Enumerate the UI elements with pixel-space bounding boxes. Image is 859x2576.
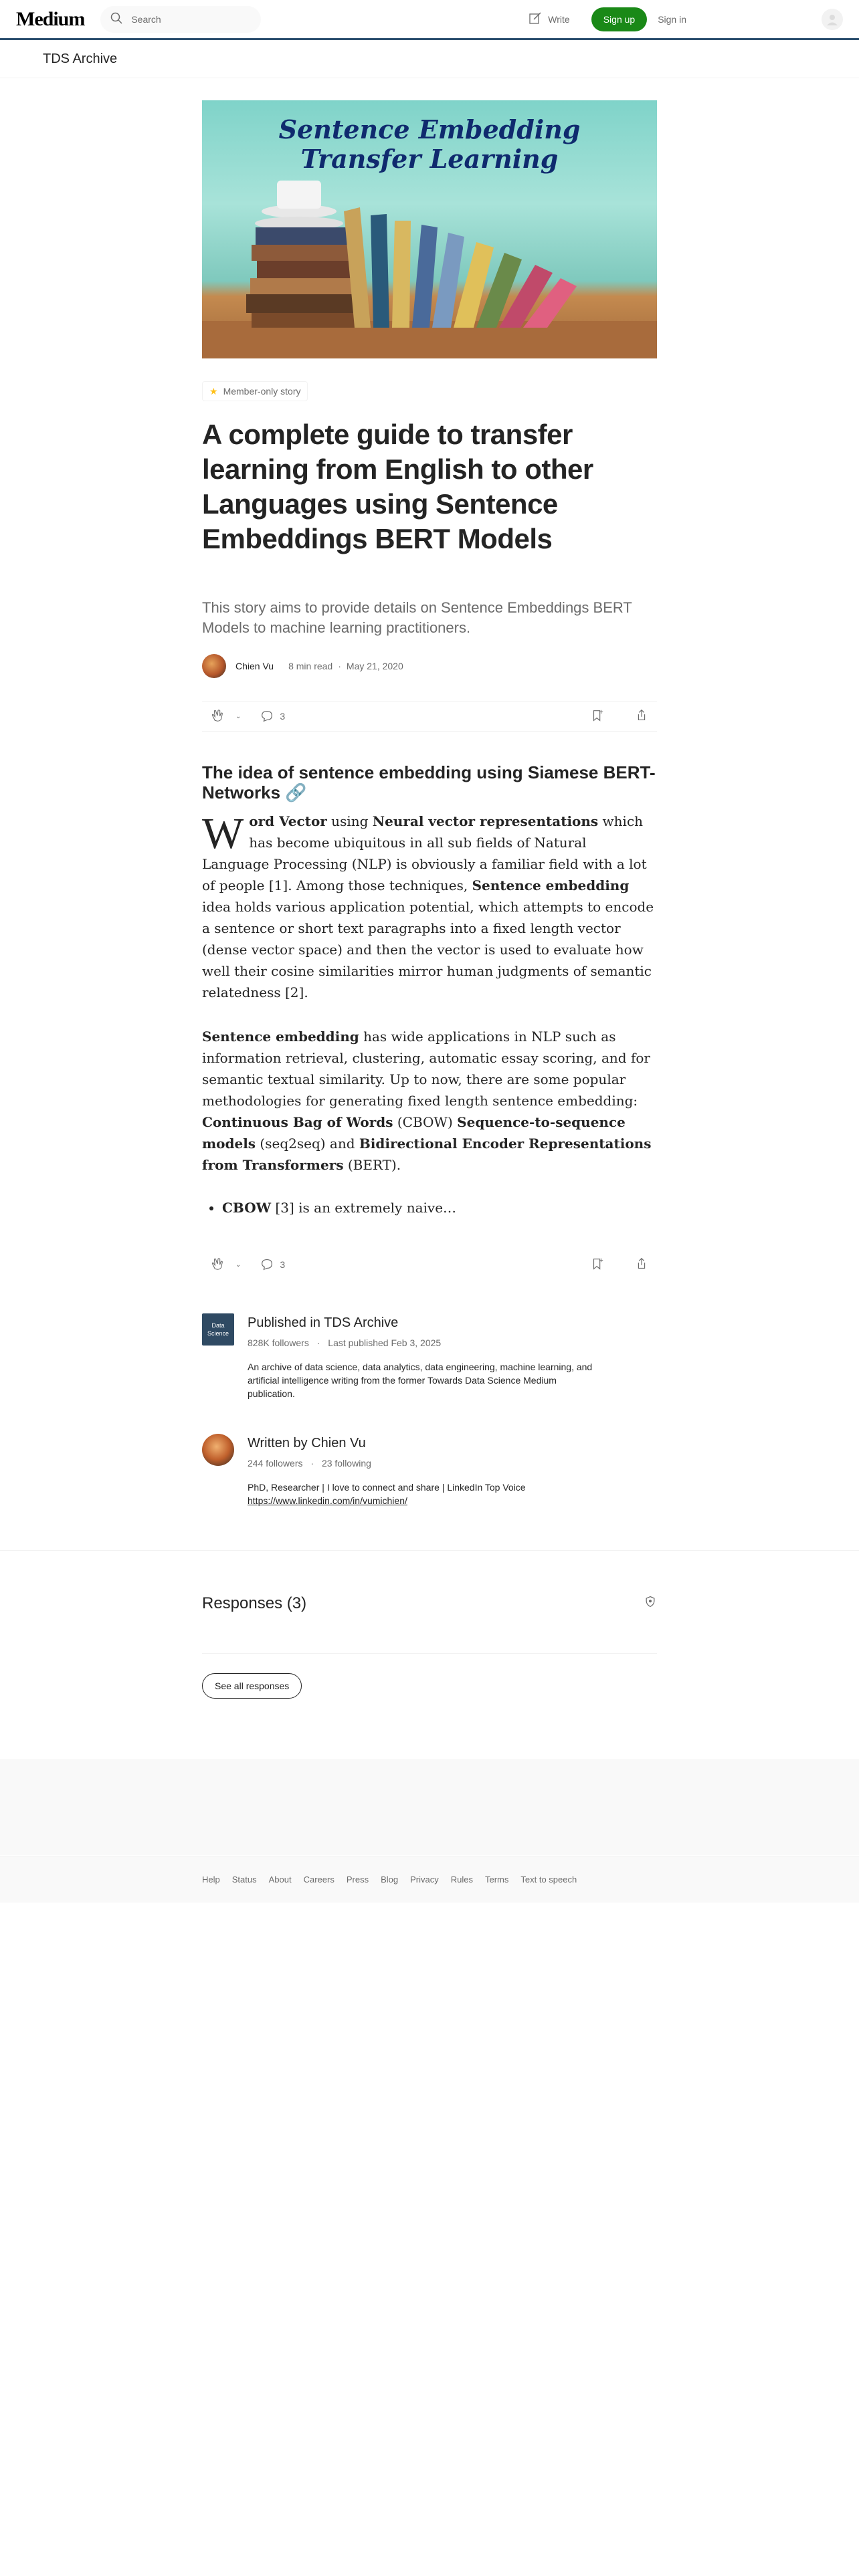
responses-title: Responses (3) xyxy=(202,1594,307,1612)
comment-icon xyxy=(260,708,274,725)
footer-link-careers[interactable]: Careers xyxy=(303,1874,335,1885)
search-placeholder: Search xyxy=(131,13,161,25)
bold-term: Sequence-to-sequence models xyxy=(202,1114,626,1152)
user-avatar-icon[interactable] xyxy=(822,9,843,30)
bold-term: Neural vector representations xyxy=(372,813,599,829)
list-item xyxy=(222,1197,657,1218)
responses-divider xyxy=(202,1653,657,1654)
footer-link-help[interactable]: Help xyxy=(202,1874,220,1885)
hero-line-1: Sentence Embedding xyxy=(278,114,581,144)
see-all-responses-button[interactable]: See all responses xyxy=(202,1673,302,1699)
separator-dot: · xyxy=(316,1337,320,1348)
section-heading: The idea of sentence embedding using Siamese BERT-Networks 🔗 xyxy=(202,762,656,802)
search-icon xyxy=(110,11,123,27)
footer-link-text-to-speech[interactable]: Text to speech xyxy=(520,1874,577,1885)
writer-card-body xyxy=(248,1434,595,1507)
read-time: 8 min read xyxy=(288,661,333,671)
footer-band xyxy=(0,1759,859,1855)
share-icon[interactable] xyxy=(634,1257,649,1273)
drop-cap: W xyxy=(202,809,244,858)
response-count: 3 xyxy=(280,711,286,722)
paragraph-2 xyxy=(202,1026,657,1176)
bold-term: ord Vector xyxy=(249,813,327,829)
publication-description: An archive of data science, data analytics, data engineering, machine learning, and artificial intelligence writing from the former Towards Data Science Medium publication. xyxy=(248,1362,593,1399)
publication-name-link[interactable]: TDS Archive xyxy=(43,51,118,66)
bookmark-add-icon[interactable] xyxy=(590,1257,605,1273)
author-avatar[interactable] xyxy=(202,654,226,678)
article-action-bar-top xyxy=(202,701,657,732)
article-subtitle: This story aims to provide details on Sentence Embeddings BERT Models to machine learning practitioners. xyxy=(202,599,632,636)
write-icon xyxy=(528,11,543,27)
star-icon: ★ xyxy=(209,385,218,397)
section-divider xyxy=(0,1550,859,1551)
paragraph-text: has wide applications in NLP such as information retrieval, clustering, automatic essay scoring, and for semantic textual similarity. Up to now, there are some popular methodologies for generating fixed length sentence embedding: xyxy=(202,1029,650,1109)
bold-term: Sentence embedding xyxy=(472,877,630,893)
bold-term: Continuous Bag of Words xyxy=(202,1114,393,1130)
writer-card-title[interactable]: Written by Chien Vu xyxy=(248,1436,366,1451)
paragraph-text: which has become ubiquitous in all sub fields of Natural Language Processing (NLP) is obviously a familiar field with a lot of people [1]. Among those techniques, xyxy=(202,813,647,893)
response-count: 3 xyxy=(280,1259,286,1270)
paragraph-1 xyxy=(202,811,657,1003)
bold-term: Bidirectional Encoder Representations from Transformers xyxy=(202,1136,652,1173)
bookmark-add-icon[interactable] xyxy=(590,708,605,725)
writer-avatar[interactable] xyxy=(202,1434,234,1466)
footer-link-blog[interactable]: Blog xyxy=(381,1874,399,1885)
paragraph-text: (BERT). xyxy=(343,1157,401,1173)
paragraph-text: (CBOW) xyxy=(393,1114,458,1130)
comment-icon xyxy=(260,1257,274,1273)
author-row xyxy=(202,653,657,679)
search-input[interactable] xyxy=(100,6,261,33)
publication-card-title[interactable]: Published in TDS Archive xyxy=(248,1315,399,1330)
medium-logo[interactable]: Medium xyxy=(16,7,85,30)
publication-followers: 828K followers xyxy=(248,1337,309,1348)
chevron-down-icon: ⌄ xyxy=(235,1261,242,1269)
responses-button[interactable] xyxy=(260,1257,285,1273)
paragraph-text: (seq2seq) and xyxy=(256,1136,359,1152)
author-name-link[interactable]: Chien Vu xyxy=(235,661,274,671)
publication-logo[interactable]: Data Science xyxy=(202,1313,234,1346)
footer-link-terms[interactable]: Terms xyxy=(484,1874,509,1885)
paragraph-text: using xyxy=(326,813,373,829)
paragraph-text: idea holds various application potential, which attempts to encode a sentence or short text paragraphs into a fixed length vector (dense vector space) and then the vector is used to evaluate how well their cosine similarities mirror human judgments of semantic relatedness [2]. xyxy=(202,899,654,1000)
footer-link-about[interactable]: About xyxy=(268,1874,292,1885)
bold-term: Sentence embedding xyxy=(202,1029,359,1045)
publication-card-meta xyxy=(248,1337,595,1348)
footer xyxy=(0,1856,859,1903)
responses-button[interactable] xyxy=(260,708,285,725)
separator-dot: · xyxy=(338,661,341,671)
books-illustration xyxy=(202,100,657,358)
write-button[interactable] xyxy=(528,11,569,27)
shield-icon[interactable] xyxy=(644,1594,657,1613)
footer-link-press[interactable]: Press xyxy=(346,1874,369,1885)
badge-label: Member-only story xyxy=(223,386,301,397)
member-only-badge xyxy=(202,381,308,401)
footer-link-status[interactable]: Status xyxy=(231,1874,257,1885)
list-item-text: [3] is an extremely naive… xyxy=(271,1200,457,1216)
signin-link[interactable]: Sign in xyxy=(658,13,686,25)
publish-date: May 21, 2020 xyxy=(346,661,403,671)
clap-button[interactable] xyxy=(210,1257,241,1273)
bold-term: CBOW xyxy=(222,1200,272,1216)
hero-image xyxy=(202,100,657,358)
writer-card-meta xyxy=(248,1458,595,1469)
clap-icon xyxy=(210,708,225,725)
share-icon[interactable] xyxy=(634,708,649,725)
top-nav xyxy=(0,0,859,38)
write-label: Write xyxy=(548,13,570,25)
action-bar-right xyxy=(590,1257,649,1273)
writer-card xyxy=(202,1434,657,1507)
writer-bio-text: PhD, Researcher | I love to connect and share | LinkedIn Top Voice xyxy=(248,1482,526,1493)
writer-bio xyxy=(248,1481,595,1507)
publication-bar xyxy=(0,40,859,78)
article-action-bar-bottom xyxy=(202,1249,657,1280)
article-title: A complete guide to transfer learning from English to other Languages using Sentence Embeddings BERT Models xyxy=(202,419,593,554)
separator-dot: · xyxy=(310,1458,314,1469)
writer-following: 23 following xyxy=(321,1458,371,1469)
responses-header xyxy=(202,1590,657,1617)
publication-card xyxy=(202,1313,657,1400)
writer-followers: 244 followers xyxy=(248,1458,303,1469)
clap-icon xyxy=(210,1257,225,1273)
chevron-down-icon: ⌄ xyxy=(235,712,242,720)
bullet-list xyxy=(202,1197,657,1218)
nav-actions xyxy=(528,7,843,31)
clap-button[interactable] xyxy=(210,708,241,725)
signup-button[interactable]: Sign up xyxy=(591,7,647,31)
publication-last-published: Last published Feb 3, 2025 xyxy=(328,1337,442,1348)
footer-link-rules[interactable]: Rules xyxy=(450,1874,473,1885)
hero-line-2: Transfer Learning xyxy=(300,144,559,174)
publication-card-body xyxy=(248,1313,595,1400)
writer-linkedin-link[interactable]: https://www.linkedin.com/in/vumichien/ xyxy=(248,1495,407,1506)
footer-link-privacy[interactable]: Privacy xyxy=(410,1874,439,1885)
action-bar-right xyxy=(590,708,649,725)
